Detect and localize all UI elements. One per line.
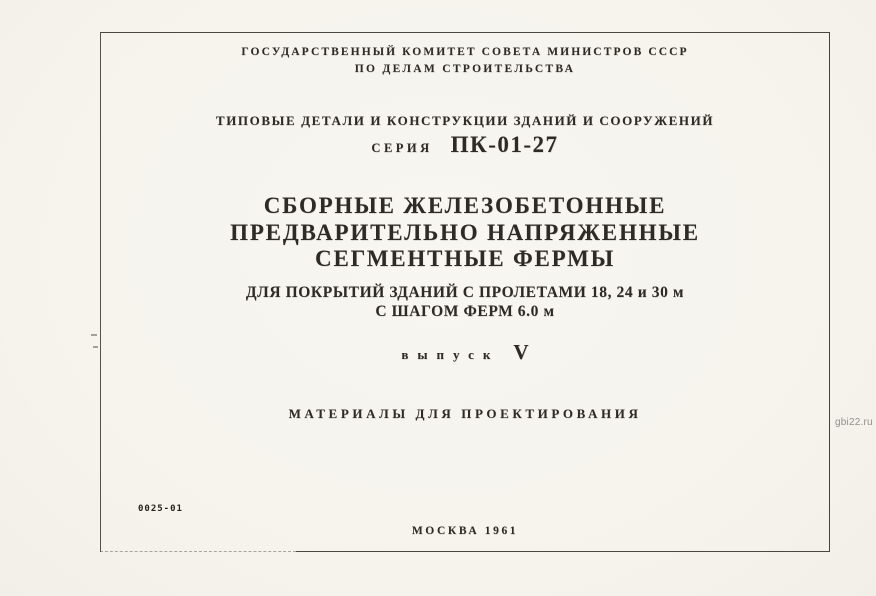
issue-row [100, 340, 830, 365]
title-line-2: ПРЕДВАРИТЕЛЬНО НАПРЯЖЕННЫЕ [230, 219, 700, 245]
frame-bottom-border-solid [296, 551, 830, 552]
series-category-line: ТИПОВЫЕ ДЕТАЛИ И КОНСТРУКЦИИ ЗДАНИЙ И СООРУЖЕНИЙ [215, 113, 715, 128]
scan-artifact-tick [93, 346, 98, 348]
city-year-line: МОСКВА 1961 [411, 525, 519, 537]
document-subtitle [100, 284, 830, 321]
materials-line: МАТЕРИАЛЫ ДЛЯ ПРОЕКТИРОВАНИЯ [288, 406, 642, 421]
subtitle-line-1: ДЛЯ ПОКРЫТИЙ ЗДАНИЙ С ПРОЛЕТАМИ 18, 24 и 30 м [245, 284, 685, 301]
issue-number: V [513, 340, 529, 364]
frame-bottom-border-dashed [100, 551, 296, 552]
title-line-1: СБОРНЫЕ ЖЕЛЕЗОБЕТОННЫЕ [263, 193, 667, 218]
subtitle-line-2: С ШАГОМ ФЕРМ 6.0 м [375, 302, 555, 320]
org-name-line-1: ГОСУДАРСТВЕННЫЙ КОМИТЕТ СОВЕТА МИНИСТРОВ СССР [241, 46, 689, 58]
org-name-line-2: ПО ДЕЛАМ СТРОИТЕЛЬСТВА [354, 63, 576, 75]
series-label: СЕРИЯ [371, 141, 433, 155]
document-title [100, 193, 830, 273]
inventory-stamp-code: 0025-01 [138, 504, 183, 514]
series-code: ПК-01-27 [450, 132, 559, 157]
series-row [100, 132, 830, 158]
title-line-3: СЕГМЕНТНЫЕ ФЕРМЫ [315, 246, 615, 271]
scan-artifact-tick [91, 334, 97, 336]
site-watermark: gbi22.ru [835, 417, 873, 428]
issue-label: выпуск [401, 347, 500, 362]
